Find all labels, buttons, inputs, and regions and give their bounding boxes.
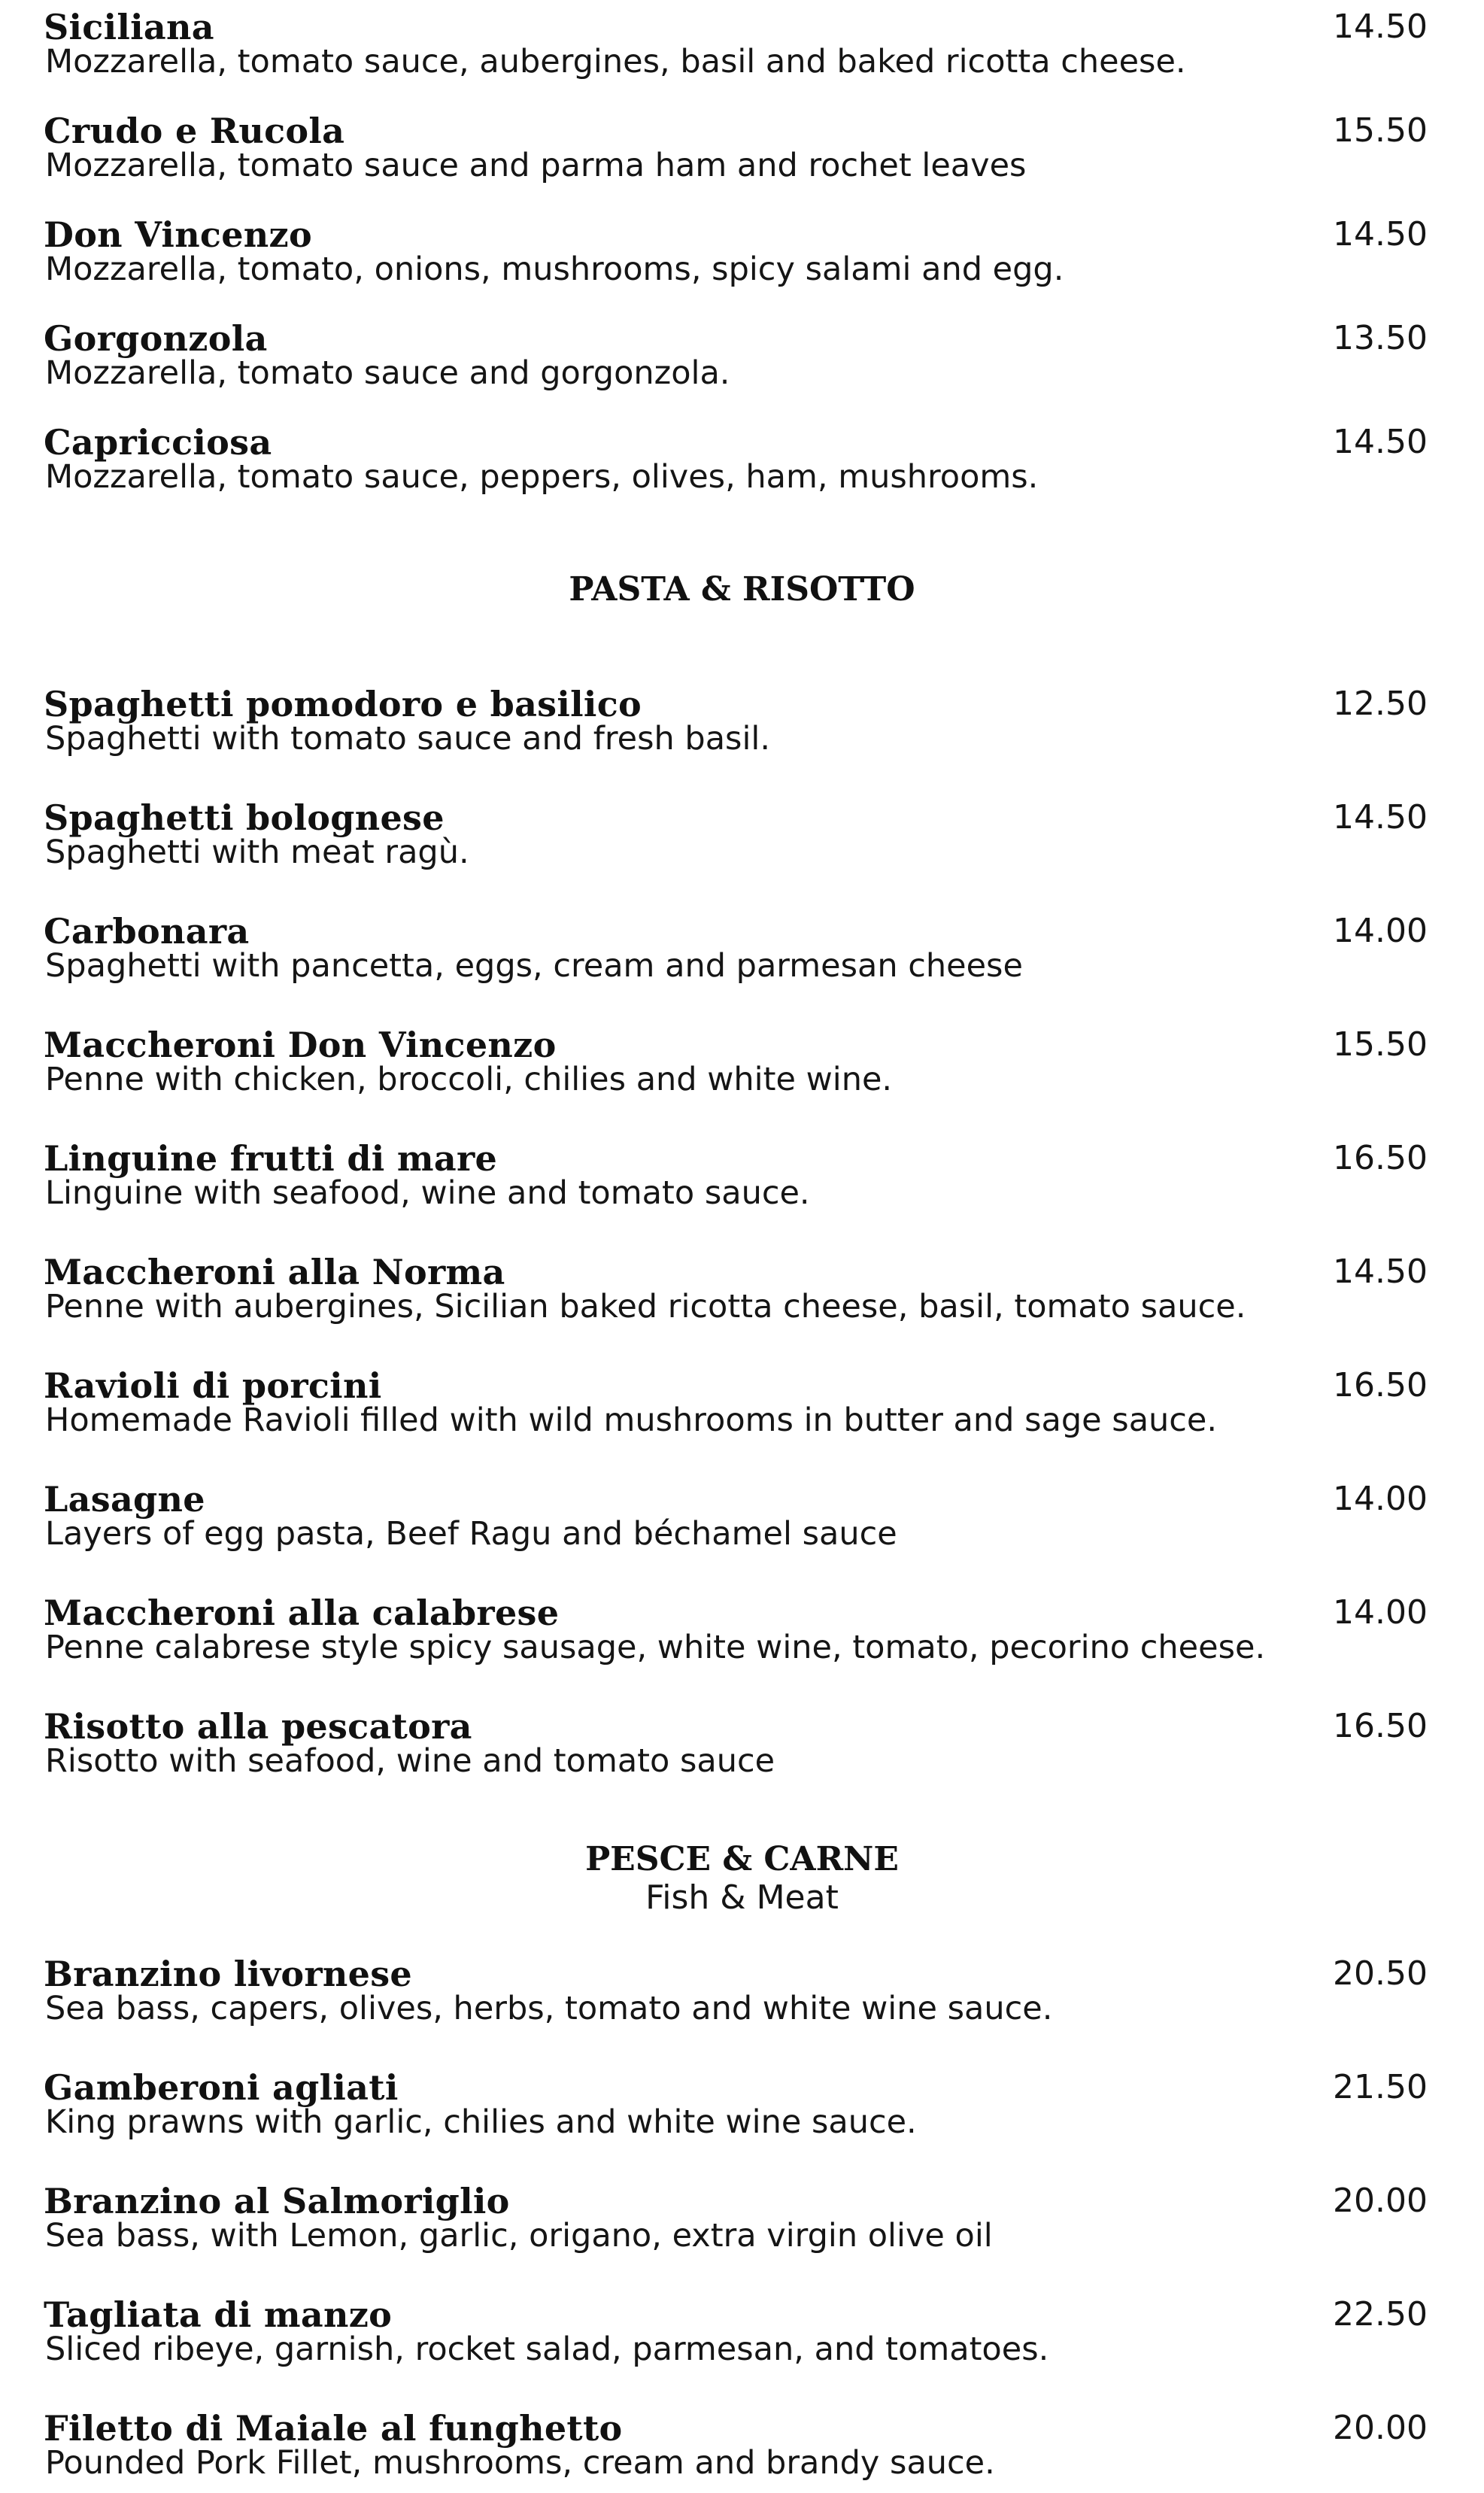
menu-item <box>44 1139 1428 1222</box>
item-name: Gamberoni agliati <box>44 2067 399 2108</box>
item-description: Sea bass, capers, olives, herbs, tomato and white wine sauce. <box>45 1990 1053 2027</box>
item-price: 14.00 <box>1333 1593 1428 1632</box>
item-price: 15.50 <box>1333 111 1428 150</box>
item-name: Carbonara <box>44 911 250 952</box>
item-description: Layers of egg pasta, Beef Ragu and béchamel sauce <box>45 1515 897 1553</box>
item-price: 15.50 <box>1333 1025 1428 1064</box>
item-description: Risotto with seafood, wine and tomato sauce <box>45 1742 775 1780</box>
menu-item <box>44 1025 1428 1108</box>
item-name: Risotto alla pescatora <box>44 1706 472 1747</box>
item-description: Penne calabrese style spicy sausage, white wine, tomato, pecorino cheese. <box>45 1629 1266 1666</box>
menu-item <box>44 1366 1428 1449</box>
menu-item <box>44 2068 1428 2151</box>
item-description: Mozzarella, tomato sauce and parma ham and rochet leaves <box>45 147 1027 184</box>
item-name: Spaghetti bolognese <box>44 797 445 838</box>
item-price: 14.50 <box>1333 423 1428 461</box>
item-description: King prawns with garlic, chilies and white wine sauce. <box>45 2103 917 2141</box>
item-price: 14.50 <box>1333 215 1428 254</box>
menu-item <box>44 798 1428 881</box>
item-price: 20.00 <box>1333 2182 1428 2220</box>
item-name: Ravioli di porcini <box>44 1365 382 1406</box>
section-subtitle-pesce: Fish & Meat <box>645 1878 839 1917</box>
item-name: Spaghetti pomodoro e basilico <box>44 684 642 724</box>
menu-item <box>44 8 1428 90</box>
menu-item <box>44 1593 1428 1676</box>
menu-item <box>44 319 1428 402</box>
item-description: Spaghetti with meat ragù. <box>45 834 469 871</box>
menu-item <box>44 1253 1428 1335</box>
menu-item <box>44 1480 1428 1562</box>
item-price: 14.00 <box>1333 1480 1428 1518</box>
item-price: 13.50 <box>1333 319 1428 357</box>
item-description: Sea bass, with Lemon, garlic, origano, extra virgin olive oil <box>45 2217 993 2255</box>
menu-item <box>44 2182 1428 2264</box>
item-description: Mozzarella, tomato sauce, aubergines, basil and baked ricotta cheese. <box>45 43 1186 80</box>
item-description: Mozzarella, tomato sauce, peppers, olives, ham, mushrooms. <box>45 458 1039 496</box>
menu-item <box>44 1954 1428 2037</box>
item-name: Don Vincenzo <box>44 214 312 255</box>
item-name: Branzino al Salmoriglio <box>44 2181 510 2221</box>
item-price: 16.50 <box>1333 1366 1428 1404</box>
item-name: Filetto di Maiale al funghetto <box>44 2408 623 2449</box>
item-name: Siciliana <box>44 7 214 47</box>
menu-item <box>44 215 1428 298</box>
menu-item <box>44 423 1428 506</box>
item-description: Sliced ribeye, garnish, rocket salad, parmesan, and tomatoes. <box>45 2331 1049 2368</box>
item-description: Homemade Ravioli filled with wild mushrooms in butter and sage sauce. <box>45 1401 1218 1439</box>
item-price: 14.50 <box>1333 798 1428 837</box>
item-description: Penne with chicken, broccoli, chilies and white wine. <box>45 1061 893 1098</box>
item-name: Gorgonzola <box>44 318 268 359</box>
section-title-pasta: PASTA & RISOTTO <box>569 570 915 609</box>
item-description: Spaghetti with pancetta, eggs, cream and parmesan cheese <box>45 947 1023 985</box>
item-price: 22.50 <box>1333 2295 1428 2334</box>
item-name: Lasagne <box>44 1479 205 1520</box>
item-name: Capricciosa <box>44 422 272 463</box>
item-description: Pounded Pork Fillet, mushrooms, cream and brandy sauce. <box>45 2444 995 2482</box>
item-price: 14.50 <box>1333 1253 1428 1291</box>
menu-item <box>44 1707 1428 1790</box>
item-price: 14.00 <box>1333 912 1428 950</box>
menu-item <box>44 111 1428 194</box>
item-name: Maccheroni alla Norma <box>44 1252 505 1292</box>
item-name: Crudo e Rucola <box>44 111 345 151</box>
item-name: Maccheroni alla calabrese <box>44 1593 560 1633</box>
item-description: Mozzarella, tomato sauce and gorgonzola. <box>45 354 730 392</box>
item-name: Tagliata di manzo <box>44 2294 393 2335</box>
item-name: Linguine frutti di mare <box>44 1138 498 1179</box>
item-price: 20.50 <box>1333 1954 1428 1993</box>
item-description: Mozzarella, tomato, onions, mushrooms, spicy salami and egg. <box>45 251 1064 288</box>
item-description: Linguine with seafood, wine and tomato sauce. <box>45 1174 810 1212</box>
item-name: Maccheroni Don Vincenzo <box>44 1025 557 1065</box>
item-description: Penne with aubergines, Sicilian baked ricotta cheese, basil, tomato sauce. <box>45 1288 1246 1325</box>
item-price: 16.50 <box>1333 1139 1428 1177</box>
section-title-pesce: PESCE & CARNE <box>585 1840 899 1878</box>
item-price: 12.50 <box>1333 685 1428 723</box>
item-name: Branzino livornese <box>44 1954 412 1994</box>
menu-item <box>44 912 1428 994</box>
item-price: 14.50 <box>1333 8 1428 46</box>
menu-item <box>44 685 1428 767</box>
menu-item <box>44 2409 1428 2491</box>
item-price: 20.00 <box>1333 2409 1428 2447</box>
item-price: 21.50 <box>1333 2068 1428 2106</box>
item-price: 16.50 <box>1333 1707 1428 1745</box>
item-description: Spaghetti with tomato sauce and fresh basil. <box>45 720 771 758</box>
menu-item <box>44 2295 1428 2378</box>
